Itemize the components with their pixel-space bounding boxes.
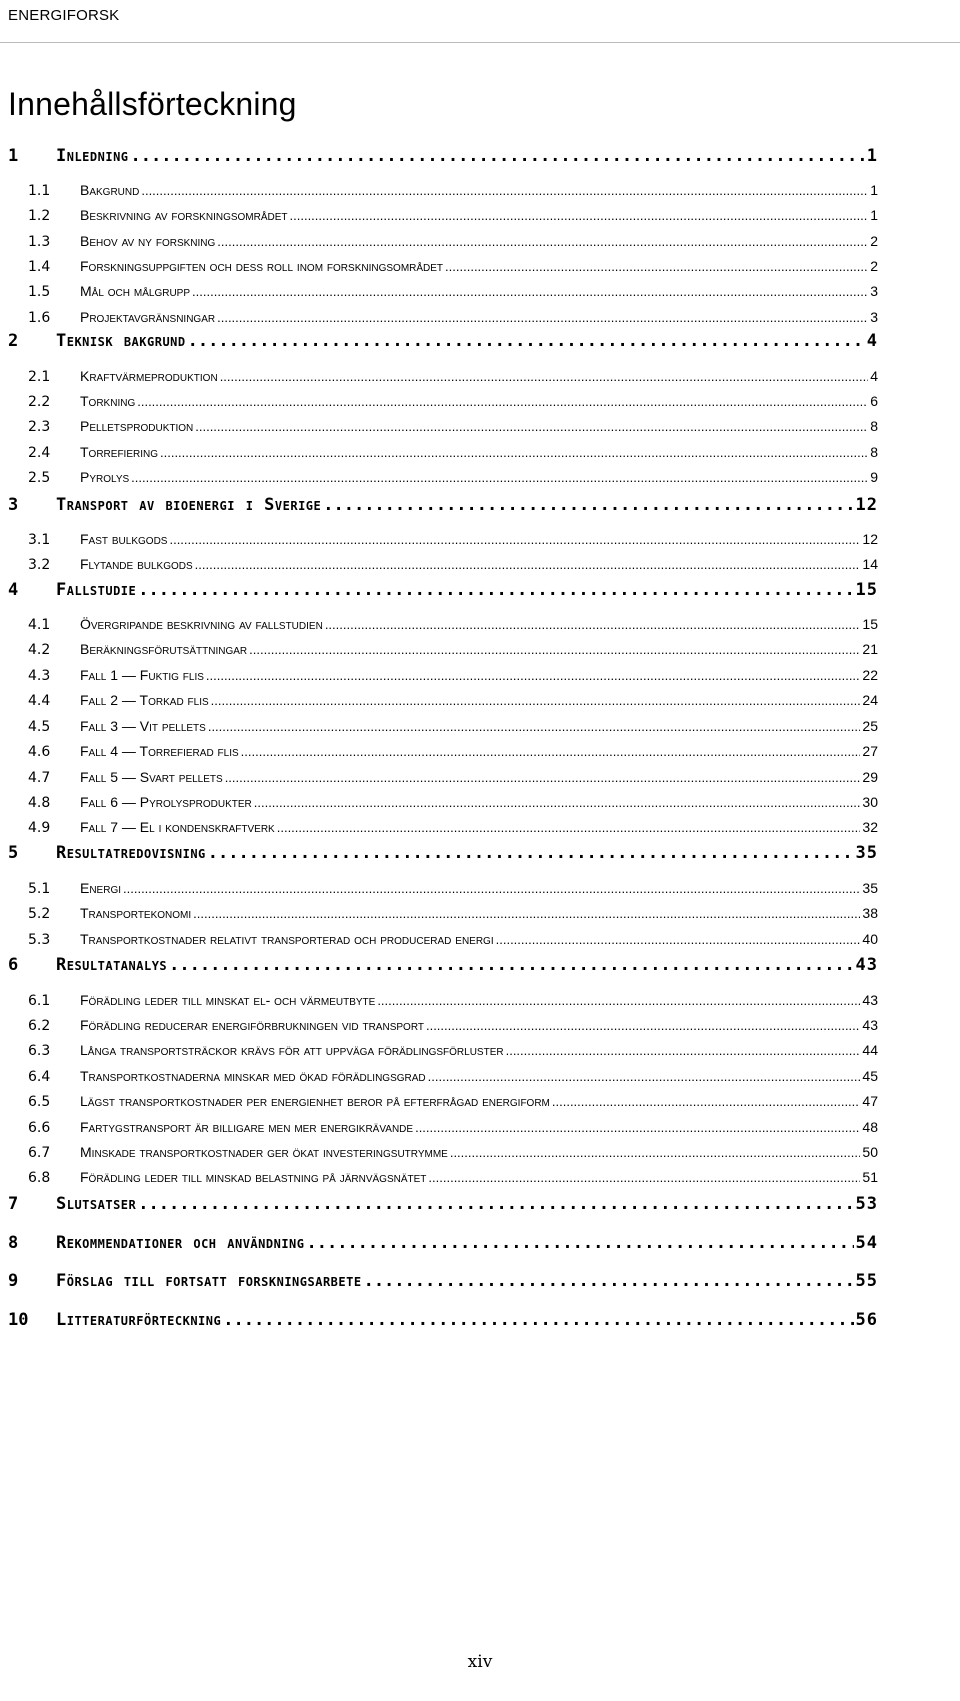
toc-dot-leader <box>426 1018 860 1033</box>
toc-dot-leader <box>225 770 861 785</box>
toc-entry-title: Fast bulkgods <box>80 531 168 547</box>
toc-dot-leader <box>552 1094 861 1109</box>
toc-section-entry[interactable] <box>0 258 960 275</box>
toc-entry-page: 22 <box>862 667 878 683</box>
toc-dot-leader <box>206 668 861 683</box>
toc-dot-leader <box>445 259 868 274</box>
toc-entry-page: 30 <box>862 794 878 810</box>
toc-entry-title: Förädling reducerar energiförbrukningen vid transport <box>80 1017 424 1033</box>
toc-entry-page: 2 <box>870 233 878 249</box>
toc-section-entry[interactable] <box>0 233 960 250</box>
toc-entry-number: 2.1 <box>28 369 51 385</box>
toc-entry-title: Pyrolys <box>80 469 130 485</box>
toc-entry-page: 29 <box>862 769 878 785</box>
toc-entry-title: Energi <box>80 880 122 896</box>
toc-dot-leader <box>325 617 861 632</box>
toc-entry-title: Minskade transportkostnader ger ökat investeringsutrymme <box>80 1144 448 1160</box>
toc-section-entry[interactable] <box>0 992 960 1009</box>
toc-entry-number: 5.1 <box>28 881 51 897</box>
toc-entry-title: Förädling leder till minskad belastning på järnvägsnätet <box>80 1169 427 1185</box>
toc-entry-title: Resultatredovisning <box>56 843 206 863</box>
toc-section-entry[interactable] <box>0 182 960 199</box>
toc-entry-number: 5.3 <box>28 932 51 948</box>
toc-entry-page: 54 <box>855 1233 878 1253</box>
toc-entry-page: 21 <box>862 641 878 657</box>
toc-dot-leader <box>217 234 868 249</box>
toc-section-entry[interactable] <box>0 667 960 684</box>
toc-entry-title: Inledning <box>56 146 129 166</box>
toc-entry-page: 1 <box>870 182 878 198</box>
toc-entry-title: Fall 2 — Torkad flis <box>80 692 209 708</box>
toc-entry-title: Projektavgränsningar <box>80 309 216 325</box>
toc-entry-number: 6.1 <box>28 993 51 1009</box>
toc-dot-leader <box>220 369 869 384</box>
toc-entry-title: Torrefiering <box>80 444 158 460</box>
toc-entry-page: 14 <box>862 556 878 572</box>
toc-entry-page: 51 <box>862 1169 878 1185</box>
toc-section-entry[interactable] <box>0 905 960 922</box>
toc-section-entry[interactable] <box>0 309 960 326</box>
toc-entry-title: Forskningsuppgiften och dess roll inom forskningsområdet <box>80 258 444 274</box>
toc-section-entry[interactable] <box>0 418 960 435</box>
toc-dot-leader <box>223 1310 853 1330</box>
toc-entry-page: 47 <box>862 1093 878 1109</box>
toc-dot-leader <box>277 820 861 835</box>
toc-dot-leader <box>323 495 853 515</box>
toc-entry-title: Teknisk bakgrund <box>56 331 186 351</box>
toc-dot-leader <box>450 1145 861 1160</box>
toc-dot-leader <box>169 955 853 975</box>
toc-dot-leader <box>138 1194 853 1214</box>
toc-section-entry[interactable] <box>0 444 960 461</box>
toc-entry-title: Fall 5 — Svart pellets <box>80 769 223 785</box>
toc-section-entry[interactable] <box>0 794 960 811</box>
toc-entry-title: Lägst transportkostnader per energienhet beror på efterfrågad energiform <box>80 1093 550 1109</box>
toc-entry-title: Transport av bioenergi i Sverige <box>56 495 322 515</box>
toc-entry-number: 6.6 <box>28 1120 51 1136</box>
toc-entry-page: 15 <box>855 580 878 600</box>
toc-entry-title: Fall 1 — Fuktig flis <box>80 667 204 683</box>
toc-dot-leader <box>428 1069 861 1084</box>
toc-entry-title: Fall 6 — Pyrolysprodukter <box>80 794 252 810</box>
toc-entry-page: 32 <box>862 819 878 835</box>
page-header <box>0 0 960 43</box>
toc-entry-number: 10 <box>8 1310 29 1330</box>
toc-entry-title: Bakgrund <box>80 182 140 198</box>
toc-entry-number: 6.5 <box>28 1094 51 1110</box>
toc-entry-page: 56 <box>855 1310 878 1330</box>
toc-entry-number: 6.3 <box>28 1043 51 1059</box>
toc-entry-page: 9 <box>870 469 878 485</box>
toc-entry-page: 12 <box>862 531 878 547</box>
toc-entry-title: Rekommendationer och användning <box>56 1233 305 1253</box>
toc-chapter-entry[interactable] <box>0 1194 960 1214</box>
toc-entry-page: 2 <box>870 258 878 274</box>
toc-title: Innehållsförteckning <box>8 86 297 122</box>
toc-dot-leader <box>254 795 861 810</box>
toc-section-entry[interactable] <box>0 641 960 658</box>
toc-dot-leader <box>137 394 868 409</box>
toc-entry-page: 27 <box>862 743 878 759</box>
toc-entry-number: 6 <box>8 955 19 975</box>
toc-chapter-entry[interactable] <box>0 331 960 351</box>
toc-entry-page: 4 <box>870 368 878 384</box>
toc-entry-number: 7 <box>8 1194 19 1214</box>
toc-dot-leader <box>141 183 868 198</box>
toc-entry-title: Flytande bulkgods <box>80 556 193 572</box>
toc-dot-leader <box>193 906 860 921</box>
toc-entry-title: Behov av ny forskning <box>80 233 216 249</box>
toc-entry-number: 1.5 <box>28 284 51 300</box>
toc-entry-title: Pelletsproduktion <box>80 418 194 434</box>
toc-dot-leader <box>290 208 869 223</box>
toc-entry-page: 12 <box>855 495 878 515</box>
toc-section-entry[interactable] <box>0 819 960 836</box>
toc-dot-leader <box>192 284 868 299</box>
toc-entry-title: Transportkostnader relativt transporterad och producerad energi <box>80 931 494 947</box>
toc-section-entry[interactable] <box>0 207 960 224</box>
toc-chapter-entry[interactable] <box>0 1233 960 1253</box>
toc-entry-page: 38 <box>862 905 878 921</box>
toc-dot-leader <box>195 419 868 434</box>
toc-chapter-entry[interactable] <box>0 1310 960 1330</box>
toc-entry-title: Mål och målgrupp <box>80 283 191 299</box>
toc-entry-number: 6.8 <box>28 1170 51 1186</box>
page-number: xiv <box>467 1652 493 1672</box>
toc-dot-leader <box>160 445 868 460</box>
toc-entry-number: 3 <box>8 495 19 515</box>
toc-chapter-entry[interactable] <box>0 495 960 515</box>
toc-entry-title: Transportkostnaderna minskar med ökad förädlingsgrad <box>80 1068 426 1084</box>
toc-section-entry[interactable] <box>0 616 960 633</box>
toc-entry-number: 2.4 <box>28 445 51 461</box>
toc-entry-number: 4 <box>8 580 19 600</box>
toc-entry-page: 35 <box>862 880 878 896</box>
toc-entry-number: 1.1 <box>28 183 51 199</box>
toc-entry-number: 2 <box>8 331 19 351</box>
toc-dot-leader <box>208 719 861 734</box>
toc-dot-leader <box>131 146 865 166</box>
toc-entry-page: 1 <box>866 146 878 166</box>
toc-entry-number: 4.3 <box>28 668 51 684</box>
toc-section-entry[interactable] <box>0 1144 960 1161</box>
toc-entry-title: Beräkningsförutsättningar <box>80 641 248 657</box>
toc-entry-title: Fall 3 — Vit pellets <box>80 718 206 734</box>
toc-section-entry[interactable] <box>0 769 960 786</box>
toc-entry-number: 6.2 <box>28 1018 51 1034</box>
toc-entry-page: 8 <box>870 418 878 434</box>
toc-entry-number: 6.4 <box>28 1069 51 1085</box>
toc-dot-leader <box>123 881 860 896</box>
toc-entry-page: 8 <box>870 444 878 460</box>
toc-entry-page: 6 <box>870 393 878 409</box>
toc-dot-leader <box>188 331 865 351</box>
header-brand: ENERGIFORSK <box>8 7 120 24</box>
toc-entry-page: 50 <box>862 1144 878 1160</box>
toc-dot-leader <box>249 642 860 657</box>
toc-entry-number: 4.7 <box>28 770 51 786</box>
toc-entry-number: 5.2 <box>28 906 51 922</box>
toc-dot-leader <box>364 1271 854 1291</box>
toc-entry-page: 3 <box>870 309 878 325</box>
toc-section-entry[interactable] <box>0 1042 960 1059</box>
toc-chapter-entry[interactable] <box>0 955 960 975</box>
toc-entry-title: Slutsatser <box>56 1194 137 1214</box>
toc-dot-leader <box>208 843 854 863</box>
toc-entry-page: 44 <box>862 1042 878 1058</box>
toc-entry-number: 4.6 <box>28 744 51 760</box>
toc-entry-page: 40 <box>862 931 878 947</box>
toc-section-entry[interactable] <box>0 718 960 735</box>
toc-dot-leader <box>496 932 861 947</box>
toc-entry-title: Beskrivning av forskningsområdet <box>80 207 288 223</box>
toc-entry-number: 1.6 <box>28 310 51 326</box>
toc-dot-leader <box>131 470 868 485</box>
toc-entry-number: 9 <box>8 1271 19 1291</box>
toc-chapter-entry[interactable] <box>0 580 960 600</box>
toc-chapter-entry[interactable] <box>0 146 960 166</box>
toc-dot-leader <box>195 557 861 572</box>
toc-entry-page: 24 <box>862 692 878 708</box>
toc-entry-number: 2.2 <box>28 394 51 410</box>
toc-section-entry[interactable] <box>0 931 960 948</box>
toc-dot-leader <box>241 744 861 759</box>
toc-entry-number: 1.2 <box>28 208 51 224</box>
toc-entry-number: 2.3 <box>28 419 51 435</box>
toc-section-entry[interactable] <box>0 1169 960 1186</box>
toc-entry-title: Fall 4 — Torrefierad flis <box>80 743 239 759</box>
toc-entry-number: 6.7 <box>28 1145 51 1161</box>
toc-dot-leader <box>211 693 861 708</box>
toc-entry-page: 43 <box>862 992 878 1008</box>
toc-entry-number: 1 <box>8 146 19 166</box>
toc-section-entry[interactable] <box>0 743 960 760</box>
toc-section-entry[interactable] <box>0 531 960 548</box>
toc-entry-page: 43 <box>855 955 878 975</box>
toc-entry-number: 1.3 <box>28 234 51 250</box>
toc-entry-number: 4.8 <box>28 795 51 811</box>
toc-section-entry[interactable] <box>0 1119 960 1136</box>
toc-entry-number: 4.9 <box>28 820 51 836</box>
toc-entry-title: Förslag till fortsatt forskningsarbete <box>56 1271 362 1291</box>
toc-entry-number: 4.2 <box>28 642 51 658</box>
toc-entry-page: 3 <box>870 283 878 299</box>
toc-section-entry[interactable] <box>0 283 960 300</box>
toc-section-entry[interactable] <box>0 1068 960 1085</box>
toc-entry-number: 5 <box>8 843 19 863</box>
toc-entry-page: 43 <box>862 1017 878 1033</box>
toc-entry-title: Långa transportsträckor krävs för att uppväga förädlingsförluster <box>80 1042 504 1058</box>
toc-entry-title: Övergripande beskrivning av fallstudien <box>80 616 323 632</box>
toc-section-entry[interactable] <box>0 692 960 709</box>
toc-entry-number: 2.5 <box>28 470 51 486</box>
toc-chapter-entry[interactable] <box>0 843 960 863</box>
toc-section-entry[interactable] <box>0 393 960 410</box>
toc-entry-title: Resultatanalys <box>56 955 168 975</box>
toc-entry-title: Fartygstransport är billigare men mer energikrävande <box>80 1119 414 1135</box>
toc-entry-page: 15 <box>862 616 878 632</box>
toc-entry-page: 53 <box>855 1194 878 1214</box>
toc-entry-page: 55 <box>855 1271 878 1291</box>
toc-section-entry[interactable] <box>0 1093 960 1110</box>
toc-entry-title: Kraftvärmeproduktion <box>80 368 218 384</box>
toc-section-entry[interactable] <box>0 368 960 385</box>
toc-dot-leader <box>377 993 860 1008</box>
toc-entry-number: 4.4 <box>28 693 51 709</box>
toc-dot-leader <box>415 1120 860 1135</box>
toc-entry-title: Fall 7 — El i kondenskraftverk <box>80 819 275 835</box>
toc-entry-number: 3.2 <box>28 557 51 573</box>
toc-entry-title: Fallstudie <box>56 580 137 600</box>
toc-dot-leader <box>428 1170 860 1185</box>
toc-dot-leader <box>138 580 853 600</box>
toc-dot-leader <box>169 532 860 547</box>
toc-entry-page: 25 <box>862 718 878 734</box>
toc-entry-page: 48 <box>862 1119 878 1135</box>
toc-entry-number: 8 <box>8 1233 19 1253</box>
toc-section-entry[interactable] <box>0 556 960 573</box>
toc-entry-page: 1 <box>870 207 878 223</box>
toc-section-entry[interactable] <box>0 1017 960 1034</box>
toc-entry-number: 1.4 <box>28 259 51 275</box>
toc-entry-page: 35 <box>855 843 878 863</box>
toc-entry-number: 3.1 <box>28 532 51 548</box>
toc-entry-page: 45 <box>862 1068 878 1084</box>
toc-entry-number: 4.1 <box>28 617 51 633</box>
toc-section-entry[interactable] <box>0 880 960 897</box>
toc-chapter-entry[interactable] <box>0 1271 960 1291</box>
toc-entry-title: Litteraturförteckning <box>56 1310 222 1330</box>
toc-entry-title: Förädling leder till minskat el- och värmeutbyte <box>80 992 376 1008</box>
toc-entry-number: 4.5 <box>28 719 51 735</box>
toc-section-entry[interactable] <box>0 469 960 486</box>
toc-entry-title: Torkning <box>80 393 136 409</box>
toc-entry-page: 4 <box>866 331 878 351</box>
toc-dot-leader <box>217 310 868 325</box>
toc-dot-leader <box>506 1043 861 1058</box>
toc-dot-leader <box>307 1233 854 1253</box>
toc-entry-title: Transportekonomi <box>80 905 192 921</box>
